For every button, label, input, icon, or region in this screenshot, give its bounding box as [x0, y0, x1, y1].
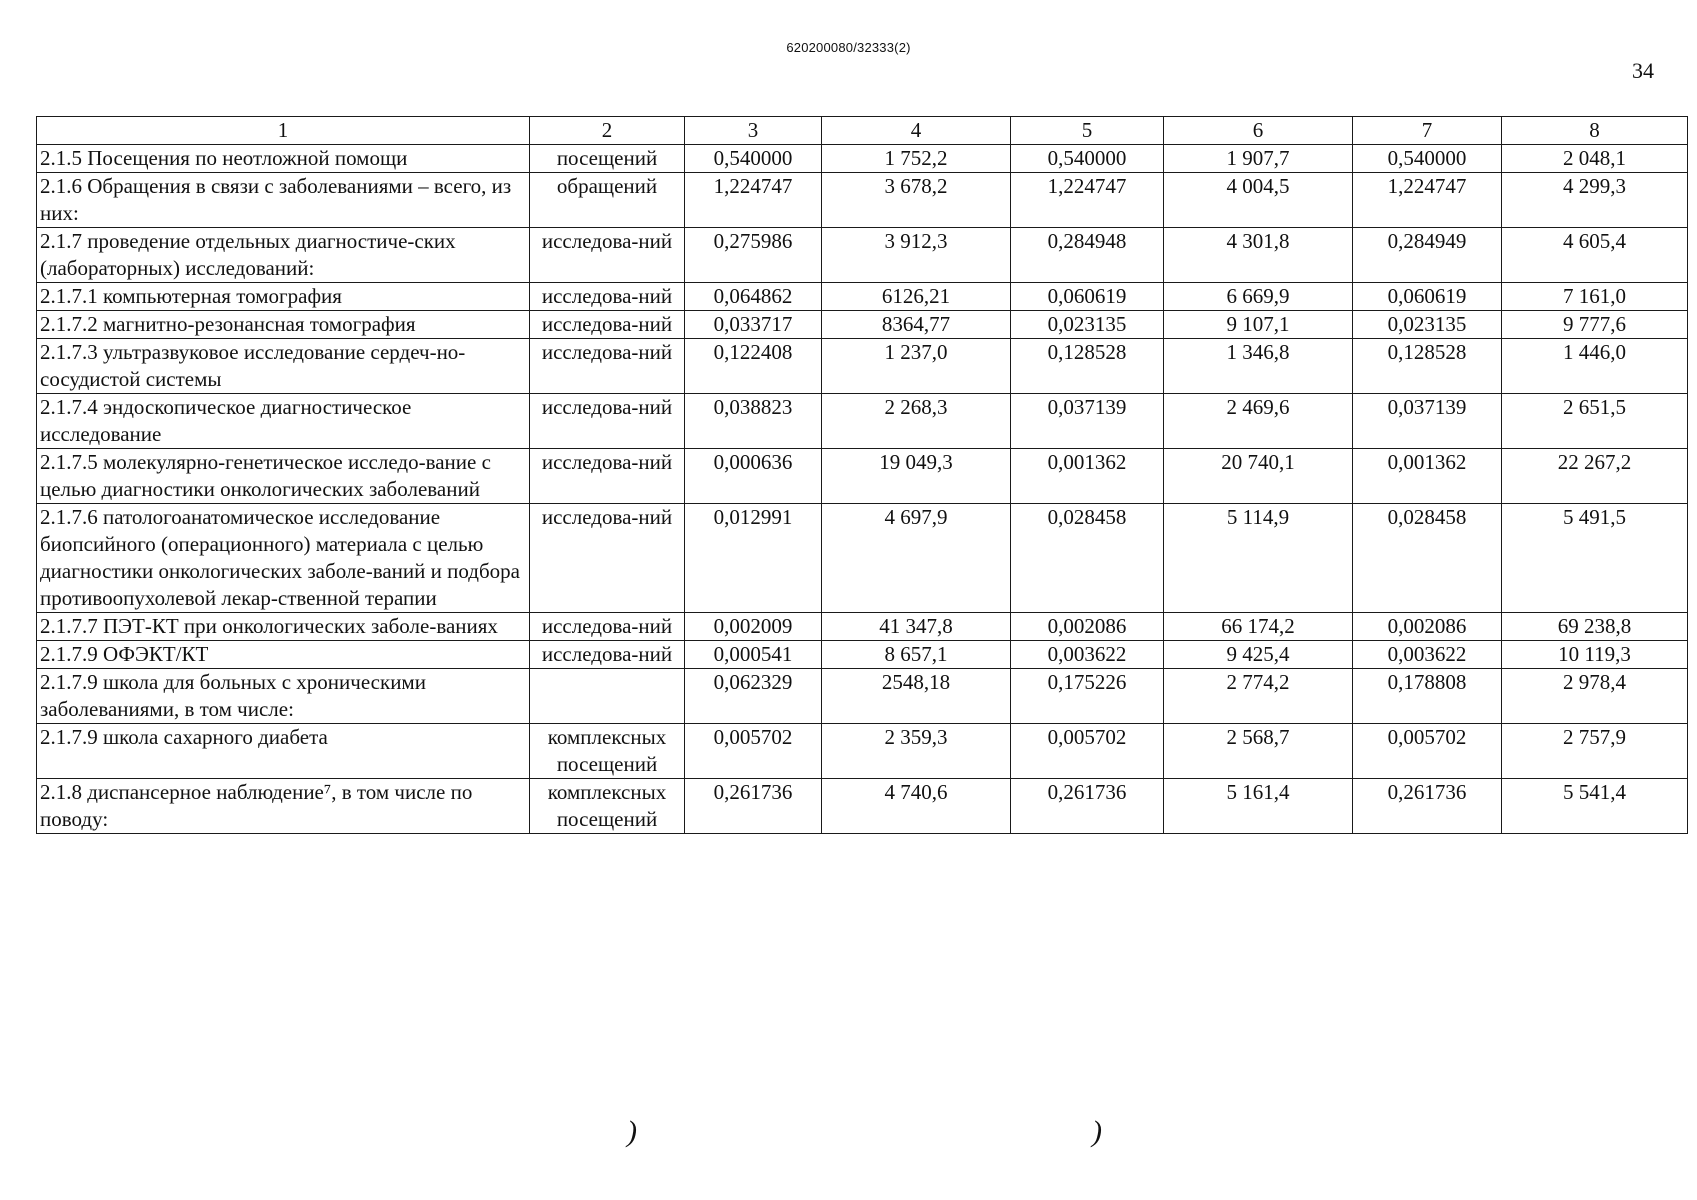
- value-col5: 0,002086: [1011, 613, 1164, 641]
- value-col8: 7 161,0: [1502, 283, 1688, 311]
- value-col4: 4 697,9: [822, 504, 1011, 613]
- value-col7: 1,224747: [1353, 173, 1502, 228]
- unit: комплексных посещений: [530, 779, 685, 834]
- value-col6: 1 907,7: [1164, 145, 1353, 173]
- value-col6: 4 004,5: [1164, 173, 1353, 228]
- value-col3: 0,064862: [685, 283, 822, 311]
- value-col3: 0,033717: [685, 311, 822, 339]
- value-col5: 0,060619: [1011, 283, 1164, 311]
- page-number: 34: [1632, 58, 1654, 83]
- table-row: [37, 669, 1688, 724]
- value-col6: 4 301,8: [1164, 228, 1353, 283]
- value-col5: 0,284948: [1011, 228, 1164, 283]
- row-name: 2.1.7.5 молекулярно-генетическое исследо-вание с целью диагностики онкологических заболеваний: [37, 449, 530, 504]
- table-row: [37, 339, 1688, 394]
- unit: [530, 669, 685, 724]
- row-name: 2.1.7.9 школа для больных с хроническими заболеваниями, в том числе:: [37, 669, 530, 724]
- value-col5: 0,261736: [1011, 779, 1164, 834]
- value-col6: 20 740,1: [1164, 449, 1353, 504]
- unit: исследова-ний: [530, 283, 685, 311]
- value-col7: 0,028458: [1353, 504, 1502, 613]
- row-name: 2.1.7.6 патологоанатомическое исследование биопсийного (операционного) материала с целью диагностики онкологических заболе-ваний и подбора противоопухолевой лекар-ственной терапии: [37, 504, 530, 613]
- value-col4: 2 268,3: [822, 394, 1011, 449]
- value-col4: 8364,77: [822, 311, 1011, 339]
- table-row: [37, 394, 1688, 449]
- value-col5: 0,540000: [1011, 145, 1164, 173]
- table-row: [37, 724, 1688, 779]
- value-col6: 2 774,2: [1164, 669, 1353, 724]
- value-col8: 22 267,2: [1502, 449, 1688, 504]
- table-row: [37, 228, 1688, 283]
- value-col6: 9 107,1: [1164, 311, 1353, 339]
- unit: обращений: [530, 173, 685, 228]
- value-col7: 0,128528: [1353, 339, 1502, 394]
- unit: комплексных посещений: [530, 724, 685, 779]
- value-col4: 4 740,6: [822, 779, 1011, 834]
- value-col5: 0,175226: [1011, 669, 1164, 724]
- table-body: [37, 145, 1688, 834]
- value-col4: 19 049,3: [822, 449, 1011, 504]
- row-name: 2.1.7.7 ПЭТ-КТ при онкологических заболе-ваниях: [37, 613, 530, 641]
- header-row: [37, 117, 1688, 145]
- unit: исследова-ний: [530, 641, 685, 669]
- row-name: 2.1.8 диспансерное наблюдение⁷, в том числе по поводу:: [37, 779, 530, 834]
- value-col3: 0,062329: [685, 669, 822, 724]
- value-col5: 0,023135: [1011, 311, 1164, 339]
- column-header-2: 2: [530, 117, 685, 145]
- unit: исследова-ний: [530, 449, 685, 504]
- handwritten-mark-right: ): [1092, 1115, 1102, 1148]
- value-col3: 0,000541: [685, 641, 822, 669]
- value-col4: 2548,18: [822, 669, 1011, 724]
- value-col7: 0,261736: [1353, 779, 1502, 834]
- value-col6: 66 174,2: [1164, 613, 1353, 641]
- value-col7: 0,540000: [1353, 145, 1502, 173]
- table-row: [37, 283, 1688, 311]
- column-header-1: 1: [37, 117, 530, 145]
- value-col8: 2 757,9: [1502, 724, 1688, 779]
- table-row: [37, 145, 1688, 173]
- table-row: [37, 641, 1688, 669]
- unit: исследова-ний: [530, 613, 685, 641]
- value-col6: 5 114,9: [1164, 504, 1353, 613]
- column-header-4: 4: [822, 117, 1011, 145]
- table-row: [37, 504, 1688, 613]
- value-col4: 8 657,1: [822, 641, 1011, 669]
- value-col5: 0,003622: [1011, 641, 1164, 669]
- column-header-7: 7: [1353, 117, 1502, 145]
- value-col8: 1 446,0: [1502, 339, 1688, 394]
- column-header-3: 3: [685, 117, 822, 145]
- row-name: 2.1.7.9 ОФЭКТ/КТ: [37, 641, 530, 669]
- value-col7: 0,005702: [1353, 724, 1502, 779]
- handwritten-mark-left: ): [627, 1115, 637, 1148]
- value-col6: 5 161,4: [1164, 779, 1353, 834]
- value-col8: 5 541,4: [1502, 779, 1688, 834]
- table-row: [37, 613, 1688, 641]
- table-row: [37, 449, 1688, 504]
- value-col8: 5 491,5: [1502, 504, 1688, 613]
- row-name: 2.1.7.4 эндоскопическое диагностическое исследование: [37, 394, 530, 449]
- value-col4: 3 678,2: [822, 173, 1011, 228]
- value-col6: 2 469,6: [1164, 394, 1353, 449]
- value-col8: 2 651,5: [1502, 394, 1688, 449]
- table-row: [37, 779, 1688, 834]
- value-col4: 41 347,8: [822, 613, 1011, 641]
- value-col3: 0,122408: [685, 339, 822, 394]
- column-header-8: 8: [1502, 117, 1688, 145]
- table-row: [37, 311, 1688, 339]
- value-col3: 0,012991: [685, 504, 822, 613]
- unit: исследова-ний: [530, 311, 685, 339]
- value-col7: 0,023135: [1353, 311, 1502, 339]
- value-col8: 4 299,3: [1502, 173, 1688, 228]
- value-col5: 0,028458: [1011, 504, 1164, 613]
- value-col4: 6126,21: [822, 283, 1011, 311]
- row-name: 2.1.7 проведение отдельных диагностиче-ских (лабораторных) исследований:: [37, 228, 530, 283]
- column-header-6: 6: [1164, 117, 1353, 145]
- value-col5: 0,001362: [1011, 449, 1164, 504]
- value-col7: 0,002086: [1353, 613, 1502, 641]
- unit: исследова-ний: [530, 228, 685, 283]
- row-name: 2.1.7.1 компьютерная томография: [37, 283, 530, 311]
- value-col5: 0,005702: [1011, 724, 1164, 779]
- value-col6: 2 568,7: [1164, 724, 1353, 779]
- value-col3: 0,275986: [685, 228, 822, 283]
- value-col7: 0,060619: [1353, 283, 1502, 311]
- column-header-5: 5: [1011, 117, 1164, 145]
- row-name: 2.1.7.2 магнитно-резонансная томография: [37, 311, 530, 339]
- value-col8: 10 119,3: [1502, 641, 1688, 669]
- value-col8: 2 048,1: [1502, 145, 1688, 173]
- value-col8: 2 978,4: [1502, 669, 1688, 724]
- value-col5: 1,224747: [1011, 173, 1164, 228]
- unit: исследова-ний: [530, 339, 685, 394]
- value-col4: 2 359,3: [822, 724, 1011, 779]
- value-col5: 0,037139: [1011, 394, 1164, 449]
- row-name: 2.1.7.3 ультразвуковое исследование сердеч-но-сосудистой системы: [37, 339, 530, 394]
- unit: посещений: [530, 145, 685, 173]
- value-col3: 1,224747: [685, 173, 822, 228]
- value-col3: 0,005702: [685, 724, 822, 779]
- table-row: [37, 173, 1688, 228]
- value-col3: 0,002009: [685, 613, 822, 641]
- value-col6: 6 669,9: [1164, 283, 1353, 311]
- value-col4: 1 752,2: [822, 145, 1011, 173]
- value-col6: 9 425,4: [1164, 641, 1353, 669]
- value-col8: 69 238,8: [1502, 613, 1688, 641]
- row-name: 2.1.6 Обращения в связи с заболеваниями – всего, из них:: [37, 173, 530, 228]
- document-id: 620200080/32333(2): [786, 40, 911, 55]
- row-name: 2.1.7.9 школа сахарного диабета: [37, 724, 530, 779]
- value-col8: 4 605,4: [1502, 228, 1688, 283]
- value-col4: 1 237,0: [822, 339, 1011, 394]
- value-col5: 0,128528: [1011, 339, 1164, 394]
- value-col8: 9 777,6: [1502, 311, 1688, 339]
- unit: исследова-ний: [530, 504, 685, 613]
- value-col7: 0,003622: [1353, 641, 1502, 669]
- unit: исследова-ний: [530, 394, 685, 449]
- value-col3: 0,540000: [685, 145, 822, 173]
- value-col3: 0,038823: [685, 394, 822, 449]
- value-col7: 0,178808: [1353, 669, 1502, 724]
- value-col4: 3 912,3: [822, 228, 1011, 283]
- value-col3: 0,261736: [685, 779, 822, 834]
- row-name: 2.1.5 Посещения по неотложной помощи: [37, 145, 530, 173]
- value-col7: 0,001362: [1353, 449, 1502, 504]
- data-table: [36, 116, 1688, 834]
- value-col3: 0,000636: [685, 449, 822, 504]
- value-col7: 0,284949: [1353, 228, 1502, 283]
- value-col6: 1 346,8: [1164, 339, 1353, 394]
- value-col7: 0,037139: [1353, 394, 1502, 449]
